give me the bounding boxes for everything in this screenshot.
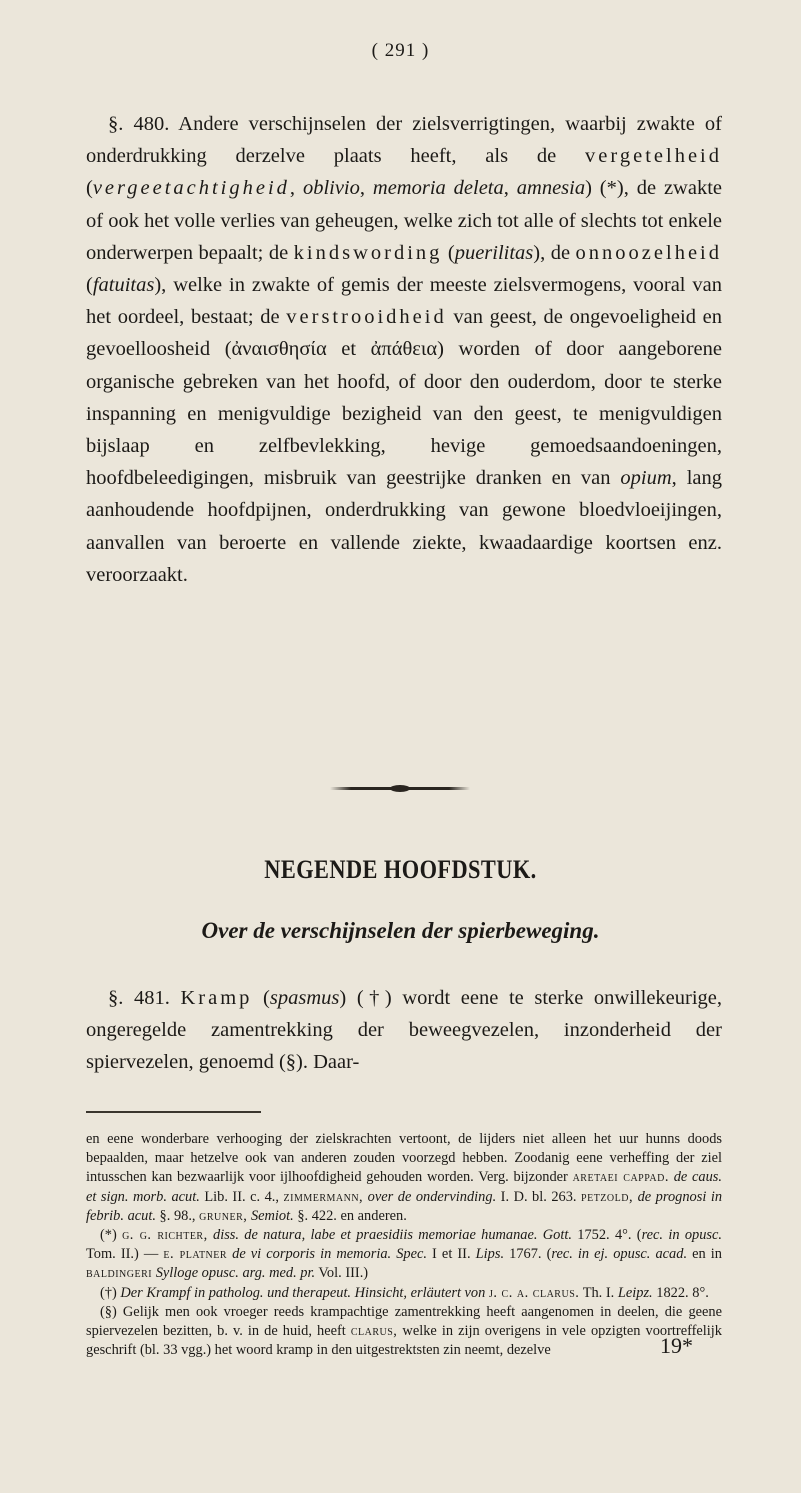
section-480-text: §. 480. Andere verschijnselen der zielsverrigtingen, waarbij zwakte of onderdrukking derzelve plaats heeft, als de: [86, 113, 722, 168]
section-480-text: van geest, de ongevoeligheid en gevoelloosheid (ἀναισθησία et ἀπάθεια) worden of door aangeborene organische gebreken van het hoofd, of door den ouderdom, door te sterke inspanning en menigvuldige bezigheid van den geest, te menigvuldigen bijslaap en zelfbevlekking, hevige gemoedsaandoeningen, hoofdbeleedigingen, misbruik van geestrijke dranken en van: [86, 306, 722, 490]
footnote-work-title: diss. de natura, labe et praesidiis memoriae humanae. Gott.: [213, 1227, 572, 1244]
term-vergeetachtigheid: vergeetachtigheid: [92, 177, 290, 200]
footnote-work-title: de vi corporis in memoria. Spec.: [232, 1246, 427, 1263]
footnote-marker: (†): [100, 1284, 121, 1301]
text-fragment: ,: [503, 177, 517, 200]
footnote-text: Vol. III.): [315, 1265, 369, 1282]
section-481-text: ) (†) wordt eene te sterke onwillekeurige, ongeregelde zamentrekking der beweegvezelen, inzonderheid der spiervezelen, genoemd (§). Daar-: [86, 987, 723, 1074]
section-481-number: §. 481.: [108, 987, 181, 1009]
footnote-author: j. c. a. clarus.: [488, 1284, 580, 1301]
footnote-text: (§) Gelijk men ook vroeger reeds krampachtige zamentrekking heeft aangenomen in deelen, die geene spiervezelen bezitten, b. v. in de huid, heeft: [86, 1303, 722, 1340]
footnote-work-title: de caus. et sign. morb. acut.: [86, 1169, 722, 1205]
footnote-text: Lib. II. c. 4.,: [199, 1188, 284, 1205]
footnote-dagger: [86, 1284, 722, 1303]
footnote-text: §. 98.,: [155, 1207, 200, 1224]
footnote-text: en eene wonderbare verhooging der zielskrachten vertoont, de lijders niet alleen het uur hunns doods bepaalden, maar hetzelve ook van anderen zouden voorzegd hebben. Zoodanig eene verheffing der ziel intusschen kan bezwaarlijk voor ijlhoofdigheid gehouden worden. Verg. bijzonder: [86, 1131, 722, 1186]
footnote-author: zimmermann,: [283, 1188, 364, 1205]
footnote-text: Th. I.: [579, 1284, 618, 1301]
term-oblivio: oblivio: [302, 177, 360, 200]
chapter-title: NEGENDE HOOFDSTUK.: [264, 855, 537, 884]
footnote-author: petzold,: [581, 1188, 634, 1205]
term-kramp: Kramp: [180, 987, 253, 1009]
footnotes: [86, 1130, 722, 1360]
footnote-work-title: Semiot.: [250, 1207, 294, 1224]
section-480-text: , lang aanhoudende hoofdpijnen, onderdrukking van gewone bloedvloeijingen, aanvallen van beroerte en vallende ziekte, kwaadaardige koortsen enz. veroorzaakt.: [86, 467, 722, 586]
section-480-text: ), welke in zwakte of gemis der meeste zielsvermogens, vooral van het oordeel, bestaat; de: [86, 274, 722, 329]
footnote-work-title: over de ondervinding.: [367, 1188, 497, 1205]
term-memoria-deleta: memoria deleta: [372, 177, 504, 200]
chapter-subtitle: Over de verschijnselen der spierbeweging.: [201, 918, 600, 943]
footnote-rule: [86, 1111, 261, 1113]
footnote-text: 1767. (: [504, 1246, 552, 1263]
footnote-work-title: rec. in ej. opusc. acad.: [551, 1246, 688, 1263]
section-divider-ornament: [330, 787, 470, 790]
footnote-text: I et II.: [426, 1246, 476, 1263]
signature-mark: 19*: [660, 1333, 693, 1358]
footnote-continuation: [86, 1130, 722, 1226]
term-opium: opium: [620, 467, 672, 490]
footnote-work-title: Lips.: [475, 1246, 505, 1263]
footnote-text: en in: [687, 1246, 722, 1263]
term-spasmus: spasmus: [269, 987, 340, 1009]
section-481-paragraph: [86, 982, 722, 1079]
footnote-author: g. g. richter,: [122, 1227, 208, 1244]
footnote-author: aretaei cappad.: [572, 1169, 669, 1186]
footnote-author: e. platner: [163, 1246, 228, 1263]
footnote-author: gruner,: [199, 1207, 248, 1224]
footnote-work-title: Der Krampf in patholog. und therapeut. Hinsicht, erläutert von: [120, 1284, 486, 1301]
term-kindswording: kindswording: [293, 241, 443, 264]
text-fragment: (: [252, 987, 270, 1009]
page-number: ( 291 ): [371, 40, 430, 61]
term-onnoozelheid: onnoozelheid: [575, 241, 722, 264]
footnote-work-title: rec. in opusc.: [641, 1227, 722, 1244]
text-fragment: (: [86, 274, 93, 297]
footnote-text: Tom. II.) —: [86, 1246, 164, 1263]
term-amnesia: amnesia: [516, 177, 586, 200]
footnote-text: §. 422. en anderen.: [293, 1207, 407, 1224]
section-480-paragraph: [86, 108, 722, 591]
term-fatuitas: fatuitas: [92, 274, 155, 297]
term-puerilitas: puerilitas: [454, 241, 534, 264]
footnote-author: clarus,: [350, 1323, 398, 1340]
footnote-work-title: Leipz.: [617, 1284, 653, 1301]
footnote-star: [86, 1226, 722, 1284]
footnote-author: baldingeri: [86, 1265, 153, 1282]
text-fragment: (: [442, 241, 455, 264]
footnote-work-title: de prognosi in febrib. acut.: [86, 1188, 723, 1224]
text-fragment: ), de: [533, 241, 576, 264]
text-fragment: ,: [289, 177, 303, 200]
footnote-text: I. D. bl. 263.: [496, 1188, 582, 1205]
footnote-work-title: Sylloge opusc. arg. med. pr.: [155, 1265, 316, 1282]
footnote-text: welke in zijn overigens in vele opzigten voortreffelijk geschrift (bl. 33 vgg.) het woord kramp in den uitgestrektsten zin neemt, dezelve: [86, 1323, 722, 1359]
term-verstrooidheid: verstrooidheid: [286, 306, 447, 329]
footnote-section: [86, 1303, 722, 1361]
text-fragment: ,: [359, 177, 373, 200]
term-vergetelheid: vergetelheid: [585, 145, 722, 168]
footnote-text: 1752. 4°. (: [571, 1227, 642, 1244]
section-480-text: ) (*), de zwakte of ook het volle verlies van geheugen, welke zich tot alle of slechts tot enkele onderwerpen bepaalt; de: [86, 177, 722, 264]
footnote-marker: (*): [100, 1227, 123, 1244]
footnote-text: 1822. 8°.: [652, 1284, 709, 1301]
text-fragment: (: [86, 177, 93, 200]
